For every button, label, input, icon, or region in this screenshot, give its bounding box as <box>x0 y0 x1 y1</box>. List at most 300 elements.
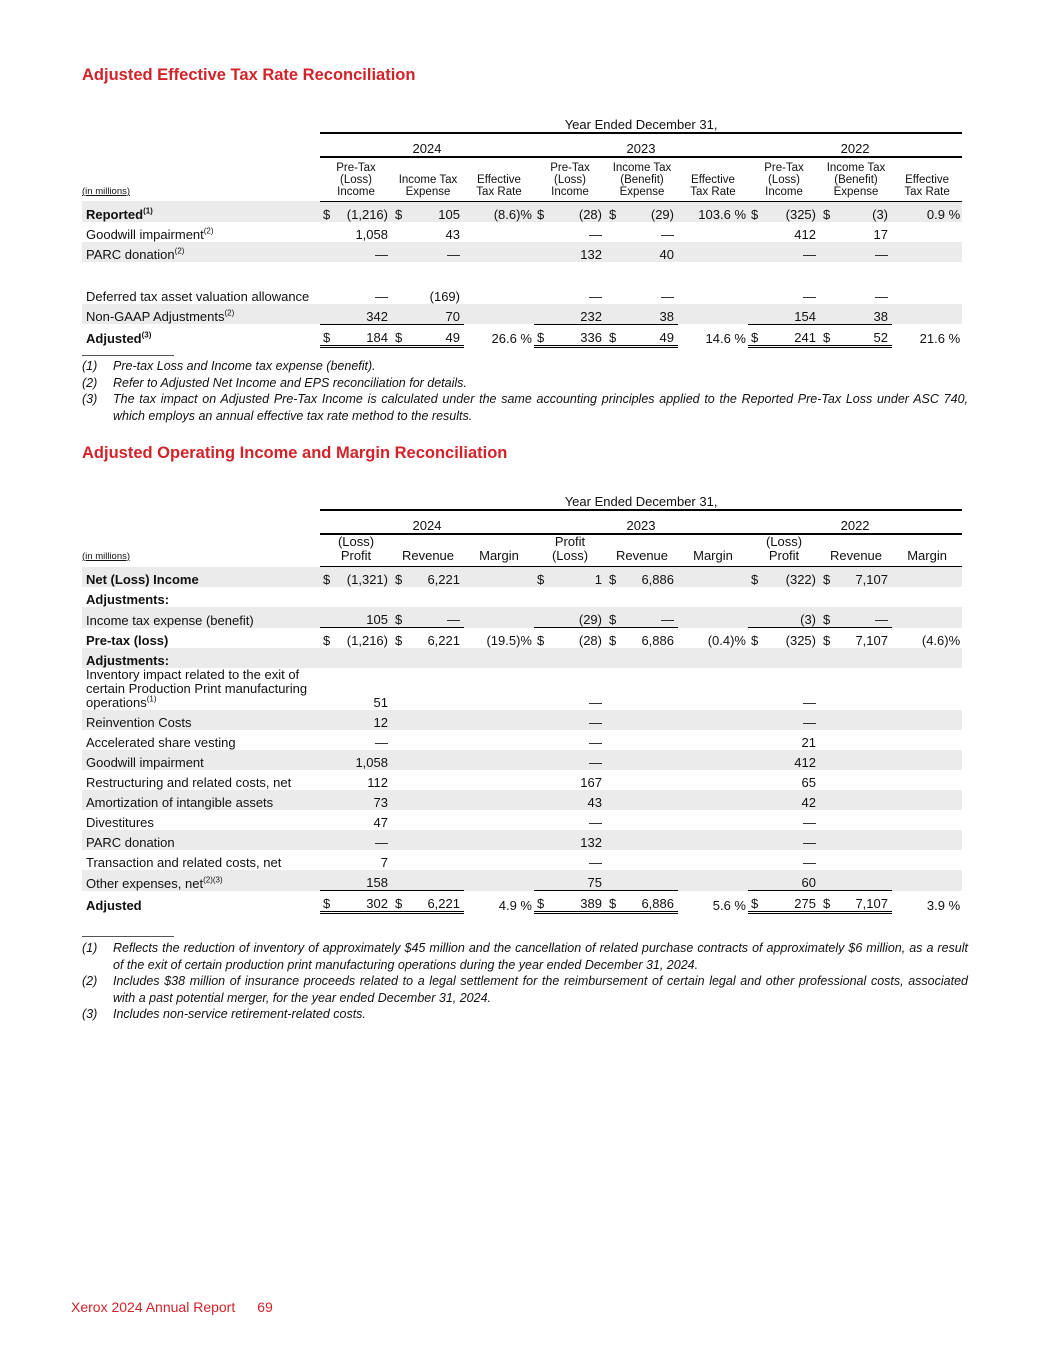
currency-symbol <box>534 710 551 730</box>
column-header: Income Tax (Benefit) Expense <box>606 157 678 201</box>
value-cell: 38 <box>623 304 678 325</box>
currency-symbol <box>748 790 765 810</box>
currency-symbol: $ <box>606 891 623 913</box>
currency-symbol: $ <box>320 324 337 346</box>
currency-symbol: $ <box>748 628 765 649</box>
value-cell <box>409 587 464 607</box>
row-label <box>82 201 320 222</box>
currency-symbol <box>392 810 409 830</box>
currency-symbol <box>748 870 765 891</box>
currency-symbol: $ <box>748 891 765 913</box>
currency-symbol: $ <box>534 891 551 913</box>
value-cell: — <box>765 710 820 730</box>
rate-cell <box>464 567 534 588</box>
currency-symbol <box>392 648 409 668</box>
footnotes-operating-income <box>82 940 968 1023</box>
year-2023-header: 2023 <box>534 133 748 157</box>
currency-symbol <box>748 830 765 850</box>
column-header: Effective Tax Rate <box>892 157 962 201</box>
currency-symbol <box>820 242 837 262</box>
currency-symbol: $ <box>820 891 837 913</box>
currency-symbol <box>748 810 765 830</box>
currency-symbol <box>534 668 551 710</box>
value-cell: — <box>589 815 602 830</box>
table-row <box>82 891 962 913</box>
footnote-number: (2) <box>82 375 98 390</box>
currency-symbol <box>320 790 337 810</box>
currency-symbol <box>606 648 623 668</box>
rate-cell <box>464 242 534 262</box>
currency-symbol <box>820 850 837 870</box>
value-cell: (29) <box>551 607 606 628</box>
currency-symbol <box>392 790 409 810</box>
footnote <box>82 391 968 424</box>
rate-cell <box>678 567 748 588</box>
value-cell: (28) <box>551 628 606 649</box>
row-label-text: Inventory impact related to the exit of certain Production Print manufacturing operations <box>86 667 308 710</box>
currency-symbol <box>320 304 337 325</box>
rate-cell <box>678 750 748 770</box>
value-cell: — <box>623 607 678 628</box>
currency-symbol: $ <box>320 567 337 588</box>
value-cell: (1,321) <box>337 567 392 588</box>
currency-symbol <box>320 750 337 770</box>
currency-symbol <box>392 710 409 730</box>
row-label <box>82 607 320 628</box>
rate-cell <box>678 850 748 870</box>
rate-cell <box>892 830 962 850</box>
value-cell: 105 <box>409 201 464 222</box>
currency-symbol <box>534 262 551 304</box>
currency-symbol <box>392 587 409 607</box>
footnote-text: Reflects the reduction of inventory of approximately $45 million and the cancellation of related purchase contracts of approximately $6 million, as a result of the exit of certain production print manufacturing operations during the year ended December 31, 2024. <box>113 941 968 972</box>
rate-cell <box>464 710 534 730</box>
rate-cell <box>464 304 534 325</box>
rate-cell <box>892 810 962 830</box>
value-cell: 43 <box>551 790 606 810</box>
row-label-text: Reported <box>86 206 144 222</box>
value-cell: 132 <box>551 242 606 262</box>
value-cell: — <box>803 288 816 304</box>
row-label-text: Reinvention Costs <box>86 715 192 730</box>
currency-symbol <box>820 648 837 668</box>
footnote <box>82 358 968 375</box>
table-row <box>82 830 962 850</box>
currency-symbol <box>534 870 551 891</box>
currency-symbol: $ <box>534 324 551 346</box>
currency-symbol: $ <box>820 567 837 588</box>
currency-symbol <box>534 790 551 810</box>
value-cell <box>409 710 464 730</box>
rate-cell <box>464 730 534 750</box>
rate-cell <box>678 790 748 810</box>
table-row <box>82 710 962 730</box>
value-cell: 1,058 <box>355 226 388 242</box>
value-cell: 132 <box>551 830 606 850</box>
currency-symbol <box>748 750 765 770</box>
currency-symbol <box>534 750 551 770</box>
table-row <box>82 607 962 628</box>
rate-cell <box>678 810 748 830</box>
currency-symbol: $ <box>392 324 409 346</box>
value-cell: 112 <box>367 775 388 790</box>
column-header: Revenue <box>392 534 464 567</box>
column-header: Income Tax (Benefit) Expense <box>820 157 892 201</box>
currency-symbol <box>748 262 765 304</box>
value-cell: — <box>589 288 602 304</box>
value-cell: — <box>375 288 388 304</box>
footnote-number: (1) <box>82 941 98 955</box>
rate-cell <box>464 587 534 607</box>
footnote <box>82 1006 968 1023</box>
currency-symbol <box>392 750 409 770</box>
table-row <box>82 201 962 222</box>
footnote-text: Refer to Adjusted Net Income and EPS reconciliation for details. <box>113 375 467 390</box>
report-title: Xerox 2024 Annual Report <box>71 1299 236 1315</box>
rate-cell <box>678 242 748 262</box>
currency-symbol <box>820 730 837 750</box>
rate-cell <box>464 850 534 870</box>
currency-symbol <box>392 770 409 790</box>
row-label-text: Divestitures <box>86 815 154 830</box>
currency-symbol <box>606 304 623 325</box>
currency-symbol <box>606 587 623 607</box>
currency-symbol <box>320 850 337 870</box>
value-cell <box>837 770 892 790</box>
row-label-text: Amortization of intangible assets <box>86 795 274 810</box>
value-cell: — <box>765 242 820 262</box>
rate-cell <box>678 222 748 242</box>
value-cell: 6,886 <box>623 891 678 913</box>
rate-cell <box>892 262 962 304</box>
year-ended-header: Year Ended December 31, <box>320 112 962 133</box>
value-cell <box>765 587 820 607</box>
value-cell: — <box>661 288 674 304</box>
currency-symbol <box>606 850 623 870</box>
currency-symbol <box>534 587 551 607</box>
currency-symbol <box>320 830 337 850</box>
currency-symbol <box>320 262 337 304</box>
value-cell: — <box>375 735 388 750</box>
currency-symbol <box>320 648 337 668</box>
rate-cell: 21.6 % <box>919 331 961 346</box>
row-label <box>82 870 320 891</box>
row-label <box>82 262 320 304</box>
currency-symbol: $ <box>606 324 623 346</box>
row-label <box>82 710 320 730</box>
year-2024-header: 2024 <box>320 510 534 534</box>
currency-symbol <box>606 870 623 891</box>
value-cell: 12 <box>337 710 392 730</box>
currency-symbol <box>606 750 623 770</box>
currency-symbol: $ <box>534 628 551 649</box>
value-cell <box>837 810 892 830</box>
column-header: Revenue <box>606 534 678 567</box>
value-cell <box>837 850 892 870</box>
currency-symbol <box>606 770 623 790</box>
currency-symbol: $ <box>392 607 409 628</box>
value-cell <box>551 648 606 668</box>
value-cell <box>837 790 892 810</box>
row-label <box>82 850 320 870</box>
row-label <box>82 324 320 346</box>
value-cell <box>337 587 392 607</box>
rate-cell <box>892 242 962 262</box>
value-cell: 42 <box>765 790 820 810</box>
year-2022-header: 2022 <box>748 510 962 534</box>
value-cell: 389 <box>551 891 606 913</box>
rate-cell <box>892 750 962 770</box>
table-row <box>82 870 962 891</box>
table-row <box>82 222 962 242</box>
row-label <box>82 242 320 262</box>
value-cell: 232 <box>551 304 606 325</box>
value-cell: (325) <box>765 201 820 222</box>
value-cell: 275 <box>765 891 820 913</box>
value-cell: — <box>337 830 392 850</box>
footnote-number: (1) <box>82 359 98 373</box>
value-cell: 6,221 <box>409 891 464 913</box>
page-number: 69 <box>257 1299 273 1315</box>
footnote-ref: (1) <box>143 206 153 216</box>
currency-symbol <box>392 730 409 750</box>
rate-cell <box>892 790 962 810</box>
currency-symbol <box>748 710 765 730</box>
currency-symbol: $ <box>606 607 623 628</box>
currency-symbol <box>320 870 337 891</box>
currency-symbol <box>748 607 765 628</box>
row-label <box>82 750 320 770</box>
value-cell <box>337 648 392 668</box>
value-cell <box>837 750 892 770</box>
unit-label: (in millions) <box>82 186 131 197</box>
currency-symbol <box>820 668 837 710</box>
value-cell <box>623 730 678 750</box>
rate-cell: 0.9 % <box>892 201 962 222</box>
currency-symbol <box>748 587 765 607</box>
rate-cell: 14.6 % <box>705 331 746 346</box>
rate-cell: (19.5)% <box>486 633 532 648</box>
year-2022-header: 2022 <box>748 133 962 157</box>
currency-symbol <box>820 830 837 850</box>
value-cell <box>623 648 678 668</box>
value-cell: — <box>337 242 392 262</box>
value-cell: (1,216) <box>337 201 392 222</box>
currency-symbol <box>320 668 337 710</box>
value-cell <box>837 710 892 730</box>
currency-symbol <box>820 262 837 304</box>
rate-cell <box>464 830 534 850</box>
currency-symbol <box>392 850 409 870</box>
value-cell: — <box>837 607 892 628</box>
footnote-text: Pre-tax Loss and Income tax expense (benefit). <box>113 359 376 373</box>
rate-cell <box>892 648 962 668</box>
column-header: Pre-Tax (Loss) Income <box>534 157 606 201</box>
row-label-text: Accelerated share vesting <box>86 735 236 750</box>
row-label-text: Restructuring and related costs, net <box>86 775 292 790</box>
currency-symbol <box>320 710 337 730</box>
value-cell: — <box>837 242 892 262</box>
value-cell: (3) <box>837 201 892 222</box>
row-label <box>82 222 320 242</box>
footnote-text: The tax impact on Adjusted Pre-Tax Income is calculated under the same accounting principles applied to the Reported Pre-Tax Loss under ASC 740, which employs an annual effective tax rate method to the results. <box>113 392 968 423</box>
currency-symbol <box>606 810 623 830</box>
row-label-text: Adjusted <box>86 897 142 913</box>
rate-cell <box>892 304 962 325</box>
currency-symbol: $ <box>392 628 409 649</box>
operating-income-table <box>82 489 962 914</box>
currency-symbol: $ <box>320 628 337 649</box>
value-cell <box>623 770 678 790</box>
rate-cell: 103.6 % <box>678 201 748 222</box>
value-cell: 6,221 <box>409 628 464 649</box>
rate-cell <box>892 710 962 730</box>
value-cell <box>837 587 892 607</box>
column-header: Effective Tax Rate <box>464 157 534 201</box>
row-label <box>82 587 320 607</box>
value-cell: (322) <box>765 567 820 588</box>
footnotes-tax-rate <box>82 358 968 424</box>
currency-symbol <box>534 242 551 262</box>
rate-cell: 26.6 % <box>491 331 532 346</box>
table-row <box>82 770 962 790</box>
value-cell: — <box>765 830 820 850</box>
value-cell: 1,058 <box>337 750 392 770</box>
column-header: Margin <box>892 534 962 567</box>
rate-cell <box>892 668 962 710</box>
currency-symbol <box>748 730 765 750</box>
rate-cell <box>678 710 748 730</box>
tax-rate-table <box>82 112 962 348</box>
footnote-ref: (2) <box>224 308 235 318</box>
rate-cell <box>464 810 534 830</box>
rate-cell <box>678 587 748 607</box>
currency-symbol <box>606 668 623 710</box>
rate-cell <box>892 770 962 790</box>
table-row <box>82 790 962 810</box>
currency-symbol: $ <box>606 628 623 649</box>
row-label-text: Income tax expense (benefit) <box>86 612 254 628</box>
value-cell <box>409 730 464 750</box>
value-cell <box>409 830 464 850</box>
table-row <box>82 668 962 710</box>
rate-cell <box>464 770 534 790</box>
value-cell <box>623 790 678 810</box>
currency-symbol <box>820 750 837 770</box>
value-cell: 52 <box>837 324 892 346</box>
rate-cell <box>892 870 962 891</box>
value-cell: — <box>409 242 464 262</box>
row-label-text: Adjustments: <box>86 592 170 607</box>
rate-cell <box>678 830 748 850</box>
currency-symbol <box>820 710 837 730</box>
rate-cell <box>464 870 534 891</box>
currency-symbol <box>534 810 551 830</box>
value-cell: 73 <box>337 790 392 810</box>
currency-symbol <box>392 222 409 242</box>
currency-symbol <box>392 830 409 850</box>
currency-symbol <box>820 587 837 607</box>
row-label <box>82 830 320 850</box>
rate-cell <box>892 730 962 750</box>
currency-symbol <box>606 790 623 810</box>
row-label <box>82 730 320 750</box>
value-cell: — <box>661 226 674 242</box>
currency-symbol <box>320 222 337 242</box>
currency-symbol <box>392 304 409 325</box>
currency-symbol: $ <box>606 567 623 588</box>
value-cell <box>551 587 606 607</box>
rate-cell <box>892 567 962 588</box>
column-header: (Loss) Profit <box>320 534 392 567</box>
value-cell <box>623 587 678 607</box>
value-cell: 336 <box>551 324 606 346</box>
value-cell: 17 <box>873 226 888 242</box>
value-cell <box>409 750 464 770</box>
value-cell <box>409 850 464 870</box>
table-row <box>82 262 962 304</box>
row-label-text: PARC donation <box>86 246 175 262</box>
value-cell: — <box>551 750 606 770</box>
currency-symbol <box>748 242 765 262</box>
section-title-tax-rate: Adjusted Effective Tax Rate Reconciliation <box>82 66 416 84</box>
currency-symbol <box>392 668 409 710</box>
currency-symbol: $ <box>392 891 409 913</box>
value-cell: — <box>409 607 464 628</box>
row-label-text: PARC donation <box>86 835 175 850</box>
value-cell: 43 <box>445 226 460 242</box>
page-footer <box>71 1299 273 1315</box>
currency-symbol <box>606 830 623 850</box>
rate-cell <box>464 607 534 628</box>
currency-symbol: $ <box>820 324 837 346</box>
rate-cell <box>464 262 534 304</box>
currency-symbol <box>320 810 337 830</box>
column-header: Pre-Tax (Loss) Income <box>748 157 820 201</box>
value-cell <box>837 668 892 710</box>
value-cell <box>837 648 892 668</box>
value-cell: 7,107 <box>837 628 892 649</box>
value-cell: 7 <box>380 855 388 870</box>
value-cell: 105 <box>337 607 392 628</box>
value-cell: 6,886 <box>623 567 678 588</box>
table-row <box>82 730 962 750</box>
value-cell: — <box>589 226 602 242</box>
row-label-text: Goodwill impairment <box>86 755 204 770</box>
value-cell: 49 <box>409 324 464 346</box>
currency-symbol <box>392 262 409 304</box>
currency-symbol <box>748 668 765 710</box>
currency-symbol <box>606 262 623 304</box>
value-cell: 51 <box>373 695 388 710</box>
footnote-ref: (3) <box>141 330 152 340</box>
value-cell: 60 <box>765 870 820 891</box>
footnote-number: (3) <box>82 392 98 406</box>
currency-symbol: $ <box>392 567 409 588</box>
value-cell: 49 <box>623 324 678 346</box>
currency-symbol <box>748 850 765 870</box>
rate-cell: (4.6)% <box>921 633 961 648</box>
currency-symbol <box>534 730 551 750</box>
row-label-text: Goodwill impairment <box>86 226 204 242</box>
currency-symbol: $ <box>748 201 765 222</box>
value-cell: 75 <box>551 870 606 891</box>
currency-symbol <box>606 242 623 262</box>
currency-symbol <box>534 304 551 325</box>
currency-symbol <box>606 710 623 730</box>
currency-symbol <box>320 587 337 607</box>
footnote <box>82 940 968 973</box>
